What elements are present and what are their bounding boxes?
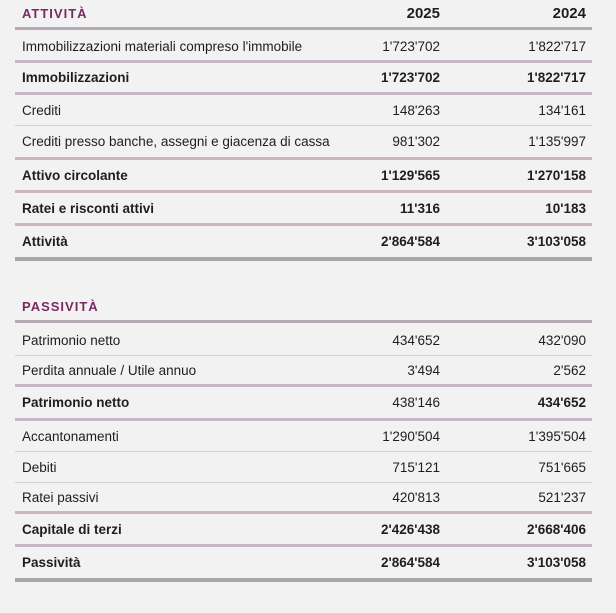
row-value-2024: 1'135'997 — [528, 134, 586, 149]
table-row — [15, 325, 592, 356]
row-label: Crediti presso banche, assegni e giacenza di cassa — [22, 134, 330, 149]
row-value-2025: 1'723'702 — [381, 70, 440, 85]
row-value-2024: 134'161 — [538, 102, 586, 118]
row-value-2025: 1'290'504 — [382, 428, 440, 444]
row-value-2024: 10'183 — [545, 200, 586, 216]
table-row-total — [15, 226, 592, 261]
assets-table — [15, 0, 592, 261]
table-row — [15, 32, 592, 63]
row-value-2024: 3'103'058 — [527, 555, 586, 570]
row-label: Patrimonio netto — [22, 332, 121, 348]
row-value-2025: 2'426'438 — [381, 521, 440, 537]
table-row-subtotal — [15, 63, 592, 95]
table-row — [15, 483, 592, 514]
row-value-2024: 1'270'158 — [527, 167, 586, 183]
row-value-2024: 751'665 — [538, 459, 586, 475]
liabilities-header-row — [15, 293, 592, 323]
table-row-subtotal — [15, 514, 592, 547]
table-row-total — [15, 547, 592, 582]
table-row-subtotal — [15, 160, 592, 193]
row-value-2025: 715'121 — [392, 459, 440, 475]
table-row — [15, 126, 592, 160]
row-value-2024: 2'562 — [553, 362, 586, 378]
row-value-2025: 1'723'702 — [382, 38, 440, 54]
row-label: Immobilizzazioni materiali compreso l'immobile — [22, 38, 303, 54]
row-value-2025: 2'864'584 — [381, 234, 440, 249]
assets-section-title: ATTIVITÀ — [22, 6, 88, 21]
row-label: Attività — [22, 234, 68, 249]
row-label: Perdita annuale / Utile annuo — [22, 362, 197, 378]
row-value-2024: 434'652 — [537, 395, 586, 410]
row-value-2025: 148'263 — [392, 102, 440, 118]
row-value-2024: 1'822'717 — [527, 70, 586, 85]
row-value-2025: 11'316 — [399, 200, 440, 216]
row-value-2024: 521'237 — [538, 489, 586, 505]
row-label: Capitale di terzi — [22, 521, 122, 537]
row-label: Patrimonio netto — [22, 395, 130, 410]
row-value-2024: 1'395'504 — [528, 428, 586, 444]
row-label: Crediti — [22, 102, 62, 118]
row-value-2025: 2'864'584 — [381, 555, 440, 570]
table-row — [15, 356, 592, 387]
row-value-2024: 3'103'058 — [527, 234, 586, 249]
assets-header-row — [15, 0, 592, 30]
row-value-2025: 434'652 — [392, 332, 440, 348]
table-row — [15, 421, 592, 452]
row-value-2025: 981'302 — [392, 134, 440, 149]
year-2025-header: 2025 — [406, 5, 440, 22]
row-label: Debiti — [22, 459, 57, 475]
table-row — [15, 452, 592, 483]
liabilities-table — [15, 293, 592, 582]
table-row-subtotal — [15, 193, 592, 226]
row-value-2025: 1'129'565 — [381, 167, 440, 183]
table-row — [15, 95, 592, 126]
row-label: Accantonamenti — [22, 428, 119, 444]
row-value-2025: 3'494 — [407, 362, 440, 378]
row-label: Passività — [22, 555, 81, 570]
row-value-2024: 432'090 — [538, 332, 586, 348]
row-label: Ratei passivi — [22, 489, 99, 505]
row-label: Attivo circolante — [22, 167, 128, 183]
row-label: Immobilizzazioni — [22, 70, 130, 85]
row-label: Ratei e risconti attivi — [22, 200, 155, 216]
row-value-2024: 1'822'717 — [528, 38, 586, 54]
row-value-2024: 2'668'406 — [527, 521, 586, 537]
row-value-2025: 438'146 — [392, 395, 440, 410]
year-2024-header: 2024 — [552, 5, 586, 22]
table-row-subtotal — [15, 387, 592, 421]
liabilities-section-title: PASSIVITÀ — [22, 299, 99, 314]
row-value-2025: 420'813 — [392, 489, 440, 505]
